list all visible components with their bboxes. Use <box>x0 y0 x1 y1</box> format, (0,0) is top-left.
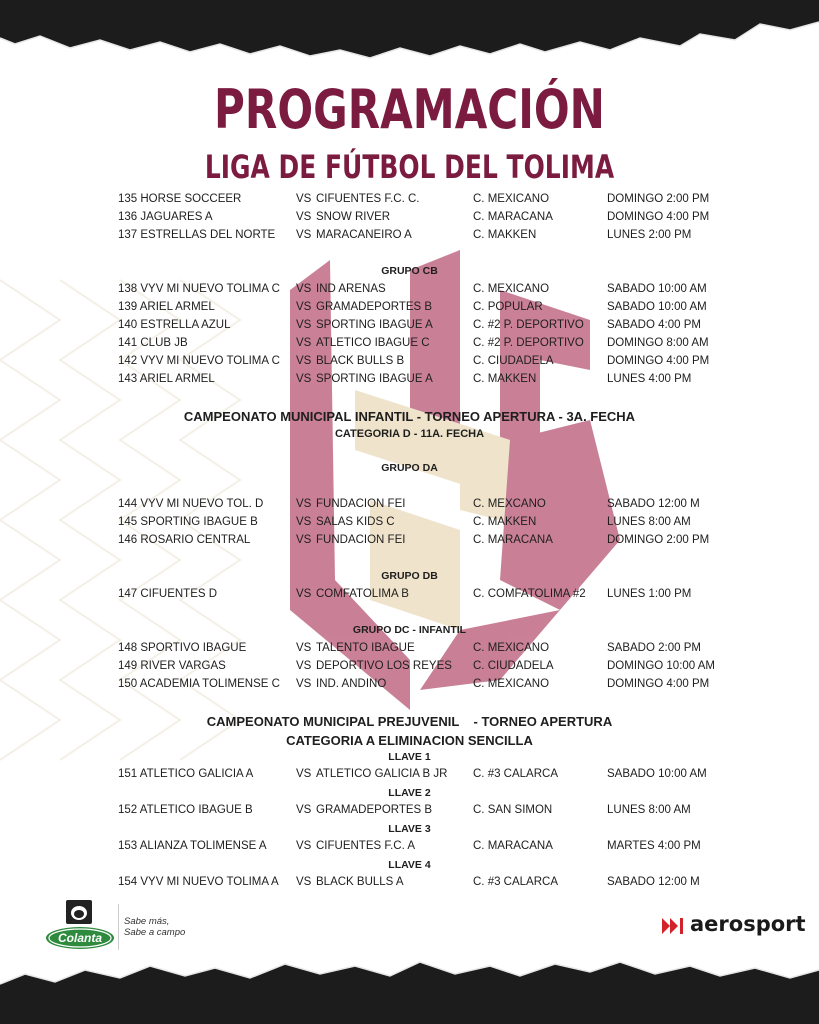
home-team: 150 ACADEMIA TOLIMENSE C <box>118 678 280 690</box>
vs-label: VS <box>296 193 312 205</box>
match-time: DOMINGO 4:00 PM <box>607 678 710 690</box>
venue: C. MEXICANO <box>473 642 550 654</box>
match-row <box>0 586 819 602</box>
match-time: LUNES 1:00 PM <box>607 588 692 600</box>
venue: C. MAKKEN <box>473 229 537 241</box>
vs-label: VS <box>296 840 312 852</box>
vs-label: VS <box>296 516 312 528</box>
home-team: 143 ARIEL ARMEL <box>118 373 215 385</box>
colanta-logo <box>44 900 116 950</box>
bracket-heading: LLAVE 4 <box>388 859 431 871</box>
page-subtitle: LIGA DE FÚTBOL DEL TOLIMA <box>204 148 615 186</box>
match-time: DOMINGO 4:00 PM <box>607 355 710 367</box>
venue: C. MEXCANO <box>473 498 546 510</box>
away-team: FUNDACION FEI <box>316 498 406 510</box>
home-team: 141 CLUB JB <box>118 337 188 349</box>
match-row <box>0 496 819 512</box>
away-team: SPORTING IBAGUE A <box>316 373 433 385</box>
away-team: GRAMADEPORTES B <box>316 301 433 313</box>
bracket-heading: LLAVE 1 <box>388 751 431 763</box>
venue: C. MARACANA <box>473 840 553 852</box>
match-time: SABADO 4:00 PM <box>607 319 701 331</box>
venue: C. MARACANA <box>473 211 553 223</box>
match-time: SABADO 10:00 AM <box>607 768 707 780</box>
category-heading: CATEGORIA D - 11A. FECHA <box>334 428 485 440</box>
vs-label: VS <box>296 768 312 780</box>
home-team: 154 VYV MI NUEVO TOLIMA A <box>118 876 279 888</box>
match-time: SABADO 2:00 PM <box>607 642 701 654</box>
vs-label: VS <box>296 283 312 295</box>
away-team: ATLETICO IBAGUE C <box>316 337 430 349</box>
away-team: GRAMADEPORTES B <box>316 804 433 816</box>
match-row <box>0 766 819 782</box>
venue: C. #3 CALARCA <box>473 876 559 888</box>
away-team: DEPORTIVO LOS REYES <box>316 660 452 672</box>
venue: C. SAN SIMON <box>473 804 553 816</box>
away-team: TALENTO IBAGUE <box>316 642 415 654</box>
away-team: SALAS KIDS C <box>316 516 395 528</box>
match-row <box>0 514 819 530</box>
venue: C. COMFATOLIMA #2 <box>473 588 586 600</box>
match-row <box>0 281 819 297</box>
home-team: 136 JAGUARES A <box>118 211 213 223</box>
venue: C. #2 P. DEPORTIVO <box>473 337 584 349</box>
away-team: COMFATOLIMA B <box>316 588 409 600</box>
vs-label: VS <box>296 804 312 816</box>
vs-label: VS <box>296 642 312 654</box>
home-team: 138 VYV MI NUEVO TOLIMA C <box>118 283 280 295</box>
venue: C. CIUDADELA <box>473 660 554 672</box>
match-row <box>0 532 819 548</box>
away-team: FUNDACION FEI <box>316 534 406 546</box>
away-team: ATLETICO GALICIA B JR <box>316 768 448 780</box>
home-team: 145 SPORTING IBAGUE B <box>118 516 258 528</box>
vs-label: VS <box>296 498 312 510</box>
match-row <box>0 335 819 351</box>
fast-forward-icon <box>662 918 688 934</box>
home-team: 139 ARIEL ARMEL <box>118 301 215 313</box>
match-time: LUNES 2:00 PM <box>607 229 692 241</box>
match-time: SABADO 10:00 AM <box>607 283 707 295</box>
torn-paper-bottom <box>0 944 819 1024</box>
home-team: 148 SPORTIVO IBAGUE <box>118 642 247 654</box>
slogan-line-1: Sabe más, <box>124 916 170 927</box>
slogan-line-2: Sabe a campo <box>124 927 186 938</box>
away-team: BLACK BULLS B <box>316 355 405 367</box>
vs-label: VS <box>296 373 312 385</box>
vs-label: VS <box>296 660 312 672</box>
match-time: MARTES 4:00 PM <box>607 840 701 852</box>
match-time: DOMINGO 2:00 PM <box>607 534 710 546</box>
away-team: IND. ANDINO <box>316 678 387 690</box>
match-time: SABADO 12:00 M <box>607 498 700 510</box>
venue: C. CIUDADELA <box>473 355 554 367</box>
away-team: IND ARENAS <box>316 283 386 295</box>
group-heading: GRUPO DC - INFANTIL <box>352 624 467 636</box>
page-title: PROGRAMACIÓN <box>214 78 605 141</box>
match-time: LUNES 8:00 AM <box>607 804 691 816</box>
match-row <box>0 640 819 656</box>
venue: C. MAKKEN <box>473 516 537 528</box>
home-team: 140 ESTRELLA AZUL <box>118 319 231 331</box>
vs-label: VS <box>296 229 312 241</box>
away-team: CIFUENTES F.C. A <box>316 840 416 852</box>
vs-label: VS <box>296 337 312 349</box>
match-time: DOMINGO 4:00 PM <box>607 211 710 223</box>
match-row <box>0 838 819 854</box>
group-heading: GRUPO DA <box>381 462 438 474</box>
venue: C. MEXICANO <box>473 193 550 205</box>
footer-divider <box>118 904 119 950</box>
away-team: SNOW RIVER <box>316 211 391 223</box>
match-row <box>0 317 819 333</box>
bracket-heading: LLAVE 3 <box>388 823 431 835</box>
match-time: DOMINGO 2:00 PM <box>607 193 710 205</box>
group-heading: GRUPO CB <box>381 265 438 277</box>
venue: C. #3 CALARCA <box>473 768 559 780</box>
home-team: 137 ESTRELLAS DEL NORTE <box>118 229 276 241</box>
match-row <box>0 209 819 225</box>
home-team: 142 VYV MI NUEVO TOLIMA C <box>118 355 280 367</box>
venue: C. MEXICANO <box>473 678 550 690</box>
group-heading: GRUPO DB <box>381 570 438 582</box>
tournament-heading: CAMPEONATO MUNICIPAL INFANTIL - TORNEO APERTURA - 3A. FECHA <box>183 409 636 424</box>
home-team: 135 HORSE SOCCEER <box>118 193 242 205</box>
vs-label: VS <box>296 319 312 331</box>
match-row <box>0 676 819 692</box>
away-team: SPORTING IBAGUE A <box>316 319 433 331</box>
match-row <box>0 874 819 890</box>
sponsor-slogan <box>124 916 185 938</box>
venue: C. MEXICANO <box>473 283 550 295</box>
vs-label: VS <box>296 678 312 690</box>
away-team: CIFUENTES F.C. C. <box>316 193 420 205</box>
vs-label: VS <box>296 876 312 888</box>
bracket-heading: LLAVE 2 <box>388 787 431 799</box>
torn-paper-top <box>0 0 819 70</box>
venue: C. MARACANA <box>473 534 553 546</box>
tournament-heading: CAMPEONATO MUNICIPAL PREJUVENIL - TORNEO APERTURA <box>206 714 613 729</box>
match-row <box>0 353 819 369</box>
match-time: LUNES 4:00 PM <box>607 373 692 385</box>
home-team: 153 ALIANZA TOLIMENSE A <box>118 840 267 852</box>
vs-label: VS <box>296 588 312 600</box>
venue: C. POPULAR <box>473 301 543 313</box>
match-row <box>0 658 819 674</box>
match-time: SABADO 10:00 AM <box>607 301 707 313</box>
venue: C. #2 P. DEPORTIVO <box>473 319 584 331</box>
vs-label: VS <box>296 355 312 367</box>
vs-label: VS <box>296 534 312 546</box>
match-time: DOMINGO 8:00 AM <box>607 337 709 349</box>
category-heading: CATEGORIA A ELIMINACION SENCILLA <box>286 733 533 748</box>
match-time: LUNES 8:00 AM <box>607 516 691 528</box>
home-team: 149 RIVER VARGAS <box>118 660 226 672</box>
home-team: 147 CIFUENTES D <box>118 588 218 600</box>
home-team: 151 ATLETICO GALICIA A <box>118 768 254 780</box>
match-row <box>0 299 819 315</box>
home-team: 144 VYV MI NUEVO TOL. D <box>118 498 264 510</box>
match-row <box>0 371 819 387</box>
vs-label: VS <box>296 301 312 313</box>
home-team: 152 ATLETICO IBAGUE B <box>118 804 253 816</box>
match-row <box>0 227 819 243</box>
home-team: 146 ROSARIO CENTRAL <box>118 534 251 546</box>
match-row <box>0 802 819 818</box>
aerosport-wordmark: aerosport <box>690 912 806 936</box>
match-time: DOMINGO 10:00 AM <box>607 660 716 672</box>
match-time: SABADO 12:00 M <box>607 876 700 888</box>
vs-label: VS <box>296 211 312 223</box>
colanta-wordmark: Colanta <box>57 931 102 945</box>
away-team: MARACANEIRO A <box>316 229 412 241</box>
venue: C. MAKKEN <box>473 373 537 385</box>
match-row <box>0 191 819 207</box>
away-team: BLACK BULLS A <box>316 876 404 888</box>
